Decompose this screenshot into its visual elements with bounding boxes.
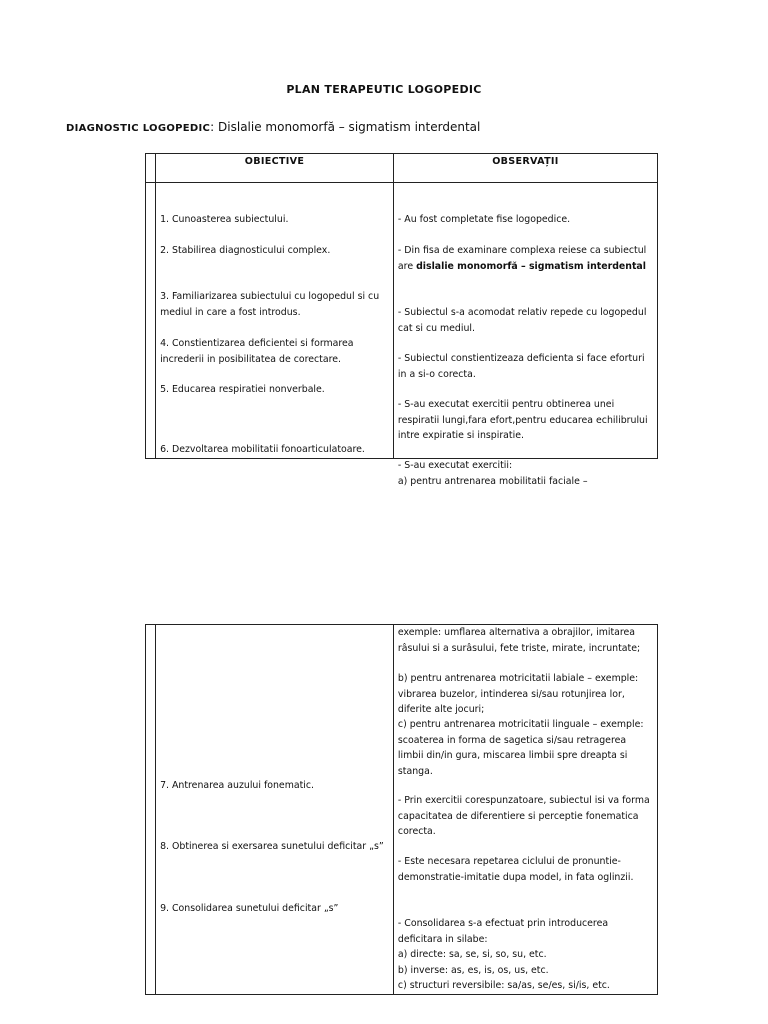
observation-item: - Prin exercitii corespunzatoare, subiectul isi va forma capacitatea de diferentiere si perceptie fonematica corecta.: [397, 795, 650, 837]
observation-line: - Consolidarea s-a efectuat prin introducerea deficitara in silabe:: [397, 918, 609, 945]
observation-item: exemple: umflarea alternativa a obrajilor, imitarea râsului si a surâsului, fete triste, mirate, incruntate;: [397, 627, 641, 654]
observations-cell: [393, 183, 657, 487]
diagnostic-label: DIAGNOSTIC LOGOPEDIC: [66, 123, 211, 134]
observation-item: - Subiectul s-a acomodat relativ repede cu logopedul cat si cu mediul.: [397, 307, 647, 334]
objectives-cell: [156, 625, 394, 995]
observation-line: a) directe: sa, se, si, so, su, etc.: [397, 949, 547, 960]
objective-item: 1. Cunoasterea subiectului.: [160, 214, 289, 225]
diagnostic-line: [66, 120, 480, 134]
objective-item: 5. Educarea respiratiei nonverbale.: [160, 384, 325, 395]
observation-item: [398, 243, 653, 274]
observation-line: a) pentru antrenarea mobilitatii faciale –: [397, 475, 588, 487]
observation-item: - Au fost completate fise logopedice.: [397, 214, 571, 225]
observation-line: - S-au executat exercitii:: [397, 460, 513, 471]
observation-item: c) pentru antrenarea motricitatii linguale – exemple: scoaterea in forma de sagetica si/sau retragerea limbii din/in gura, miscarea limbii spre dreapta si stanga.: [397, 719, 644, 777]
observation-item: - S-au executat exercitii pentru obtinerea unei respiratii lungi,fara efort,pentru educarea echilibrului intre expiratie si inspiratie.: [397, 399, 648, 441]
objective-item: 7. Antrenarea auzului fonematic.: [160, 780, 314, 791]
table-row: [146, 183, 658, 459]
objective-item: 6. Dezvoltarea mobilitatii fonoarticulatoare.: [160, 444, 365, 455]
row-number-cell: [146, 625, 156, 995]
observation-text: - Din fisa de examinare complexa reiese ca subiectul are: [397, 245, 647, 272]
objective-item: 2. Stabilirea diagnosticului complex.: [160, 245, 331, 256]
observation-item: b) pentru antrenarea motricitatii labiale – exemple: vibrarea buzelor, intinderea si/sau rotunjirea lor, diferite alte jocuri;: [397, 673, 639, 715]
therapy-plan-table-part-1: [145, 153, 658, 487]
diagnosis-emphasis: dislalie monomorfă – sigmatism interdental: [416, 260, 646, 272]
therapy-plan-table-part-2: [145, 624, 658, 995]
row-number-cell: [146, 183, 156, 459]
observation-item: [398, 458, 653, 489]
table-header-row: [146, 154, 658, 183]
objective-item: 3. Familiarizarea subiectului cu logopedul si cu mediul in care a fost introdus.: [160, 291, 380, 318]
observation-item: - Este necesara repetarea ciclului de pronuntie-demonstratie-imitatie dupa model, in fata oglinzii.: [397, 856, 634, 883]
observation-line: b) inverse: as, es, is, os, us, etc.: [397, 964, 549, 976]
objective-item: 4. Constientizarea deficientei si formarea increderii in posibilitatea de corectare.: [160, 338, 354, 365]
objective-item: 9. Consolidarea sunetului deficitar „s”: [160, 903, 339, 914]
observation-item: [398, 916, 653, 994]
objectives-cell: [156, 183, 394, 459]
observations-header: OBSERVAȚII: [393, 154, 657, 183]
diagnostic-separator: :: [210, 120, 215, 134]
observation-line: c) structuri reversibile: sa/as, se/es, si/is, etc.: [397, 980, 610, 991]
observations-cell: [393, 625, 657, 995]
objectives-header: OBIECTIVE: [156, 154, 394, 183]
observation-item: - Subiectul constientizeaza deficienta si face eforturi in a si-o corecta.: [397, 353, 645, 380]
diagnostic-value: Dislalie monomorfă – sigmatism interdental: [218, 120, 481, 134]
objective-item: 8. Obtinerea si exersarea sunetului deficitar „s”: [160, 841, 384, 852]
document-title: PLAN TERAPEUTIC LOGOPEDIC: [286, 83, 482, 96]
table-row: [146, 625, 658, 995]
row-number-header-cell: [146, 154, 156, 183]
